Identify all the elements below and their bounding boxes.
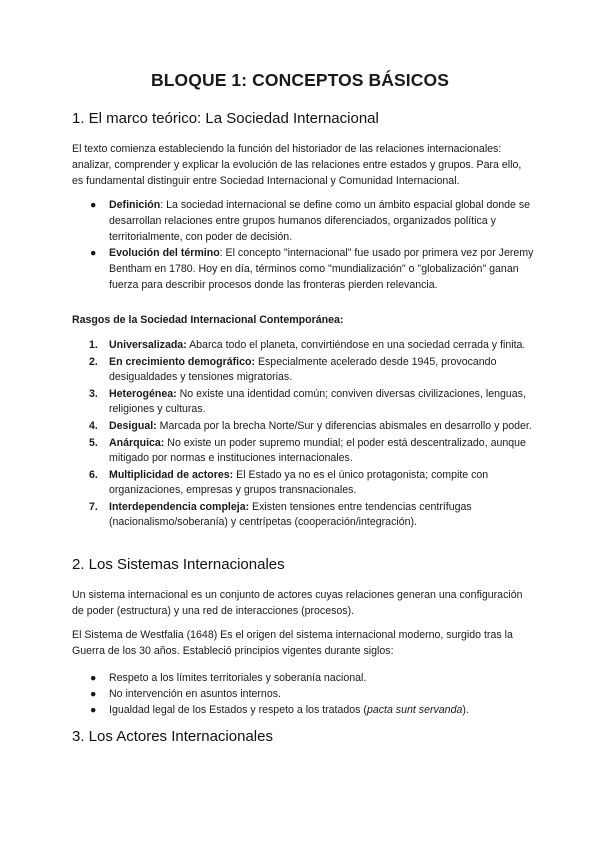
list-item-text: Respeto a los límites territoriales y soberanía nacional. — [109, 672, 367, 684]
term-label: En crecimiento demográfico: — [109, 356, 255, 368]
list-item-text: No intervención en asuntos internos. — [109, 688, 281, 700]
section-1-intro: El texto comienza estableciendo la función del historiador de las relaciones internacionales: analizar, comprender y explicar la evolución de las relaciones entre estados y grupos. Para ello, es fundamental distinguir entre Sociedad Internacional y Comunidad Internacional. — [72, 143, 522, 187]
section-2-paragraph-1: Un sistema internacional es un conjunto de actores cuyas relaciones generan una configuración de poder (estructura) y una red de interacciones (procesos). — [72, 589, 523, 617]
item-number: 6. — [89, 469, 98, 481]
section-2-heading: 2. Los Sistemas Internacionales — [72, 556, 285, 573]
bullet-icon: ● — [90, 672, 97, 684]
term-description: El Estado ya no es el único protagonista; compite con organizaciones, empresas y grupos transnacionales. — [109, 469, 489, 496]
list-item-text-end: ). — [462, 704, 469, 716]
bullet-icon: ● — [90, 688, 97, 700]
traits-heading: Rasgos de la Sociedad Internacional Contemporánea: — [72, 314, 344, 326]
traits-list — [72, 338, 534, 532]
list-item — [72, 670, 534, 686]
item-number: 1. — [89, 339, 98, 351]
term-label: Interdependencia compleja: — [109, 501, 250, 513]
term-label: Multiplicidad de actores: — [109, 469, 234, 481]
list-item — [72, 436, 534, 466]
list-item — [72, 197, 534, 245]
term-description: Abarca todo el planeta, convirtiéndose en una sociedad cerrada y finita. — [186, 339, 526, 351]
list-item — [72, 702, 534, 718]
section-1-bullet-list — [72, 197, 534, 293]
list-item — [72, 338, 534, 353]
section-1-heading: 1. El marco teórico: La Sociedad Internacional — [72, 110, 379, 127]
term-label: Anárquica: — [109, 437, 165, 449]
list-item — [72, 245, 534, 293]
term-description: Existen tensiones entre tendencias centrífugas (nacionalismo/soberanía) y centrípetas (cooperación/integración). — [109, 501, 472, 528]
term-description: No existe un poder supremo mundial; el poder está descentralizado, aunque mitigado por normas e instituciones internacionales. — [109, 437, 526, 464]
term-description: : El concepto "internacional" fue usado por primera vez por Jeremy Bentham en 1780. Hoy en día, términos como "mundialización" o "globalización" ganan fuerza para describir procesos donde las fronteras pierden relevancia. — [109, 247, 534, 291]
list-item — [72, 419, 534, 434]
list-item-text: Igualdad legal de los Estados y respeto a los tratados ( — [109, 704, 367, 716]
term-description: Especialmente acelerado desde 1945, provocando desigualdades y tensiones migratorias. — [109, 356, 497, 383]
item-number: 2. — [89, 356, 98, 368]
term-label: Evolución del término — [109, 247, 220, 259]
item-number: 4. — [89, 420, 98, 432]
list-item — [72, 355, 534, 385]
list-item — [72, 387, 534, 417]
term-label: Universalizada: — [109, 339, 187, 351]
list-item — [72, 686, 534, 702]
section-2-paragraph-2: El Sistema de Westfalia (1648) Es el origen del sistema internacional moderno, surgido tras la Guerra de los 30 años. Estableció principios vigentes durante siglos: — [72, 629, 513, 657]
latin-phrase: pacta sunt servanda — [366, 704, 463, 716]
term-description: Marcada por la brecha Norte/Sur y diferencias abismales en desarrollo y poder. — [156, 420, 532, 432]
list-item — [72, 500, 534, 530]
bullet-icon: ● — [90, 199, 97, 211]
section-2-bullet-list — [72, 670, 534, 718]
term-description: No existe una identidad común; conviven diversas civilizaciones, lenguas, religiones y culturas. — [109, 388, 526, 415]
list-item — [72, 468, 534, 498]
item-number: 5. — [89, 437, 98, 449]
page-title: BLOQUE 1: CONCEPTOS BÁSICOS — [151, 70, 449, 90]
bullet-icon: ● — [90, 247, 97, 259]
item-number: 3. — [89, 388, 98, 400]
term-label: Definición — [109, 199, 161, 211]
item-number: 7. — [89, 501, 98, 513]
term-label: Heterogénea: — [109, 388, 177, 400]
term-description: : La sociedad internacional se define como un ámbito espacial global donde se desarrollan relaciones entre grupos humanos diferenciados, organizados política y territorialmente, con poder de decisión. — [109, 199, 531, 243]
section-3-heading: 3. Los Actores Internacionales — [72, 728, 273, 745]
bullet-icon: ● — [90, 704, 97, 716]
term-label: Desigual: — [109, 420, 157, 432]
